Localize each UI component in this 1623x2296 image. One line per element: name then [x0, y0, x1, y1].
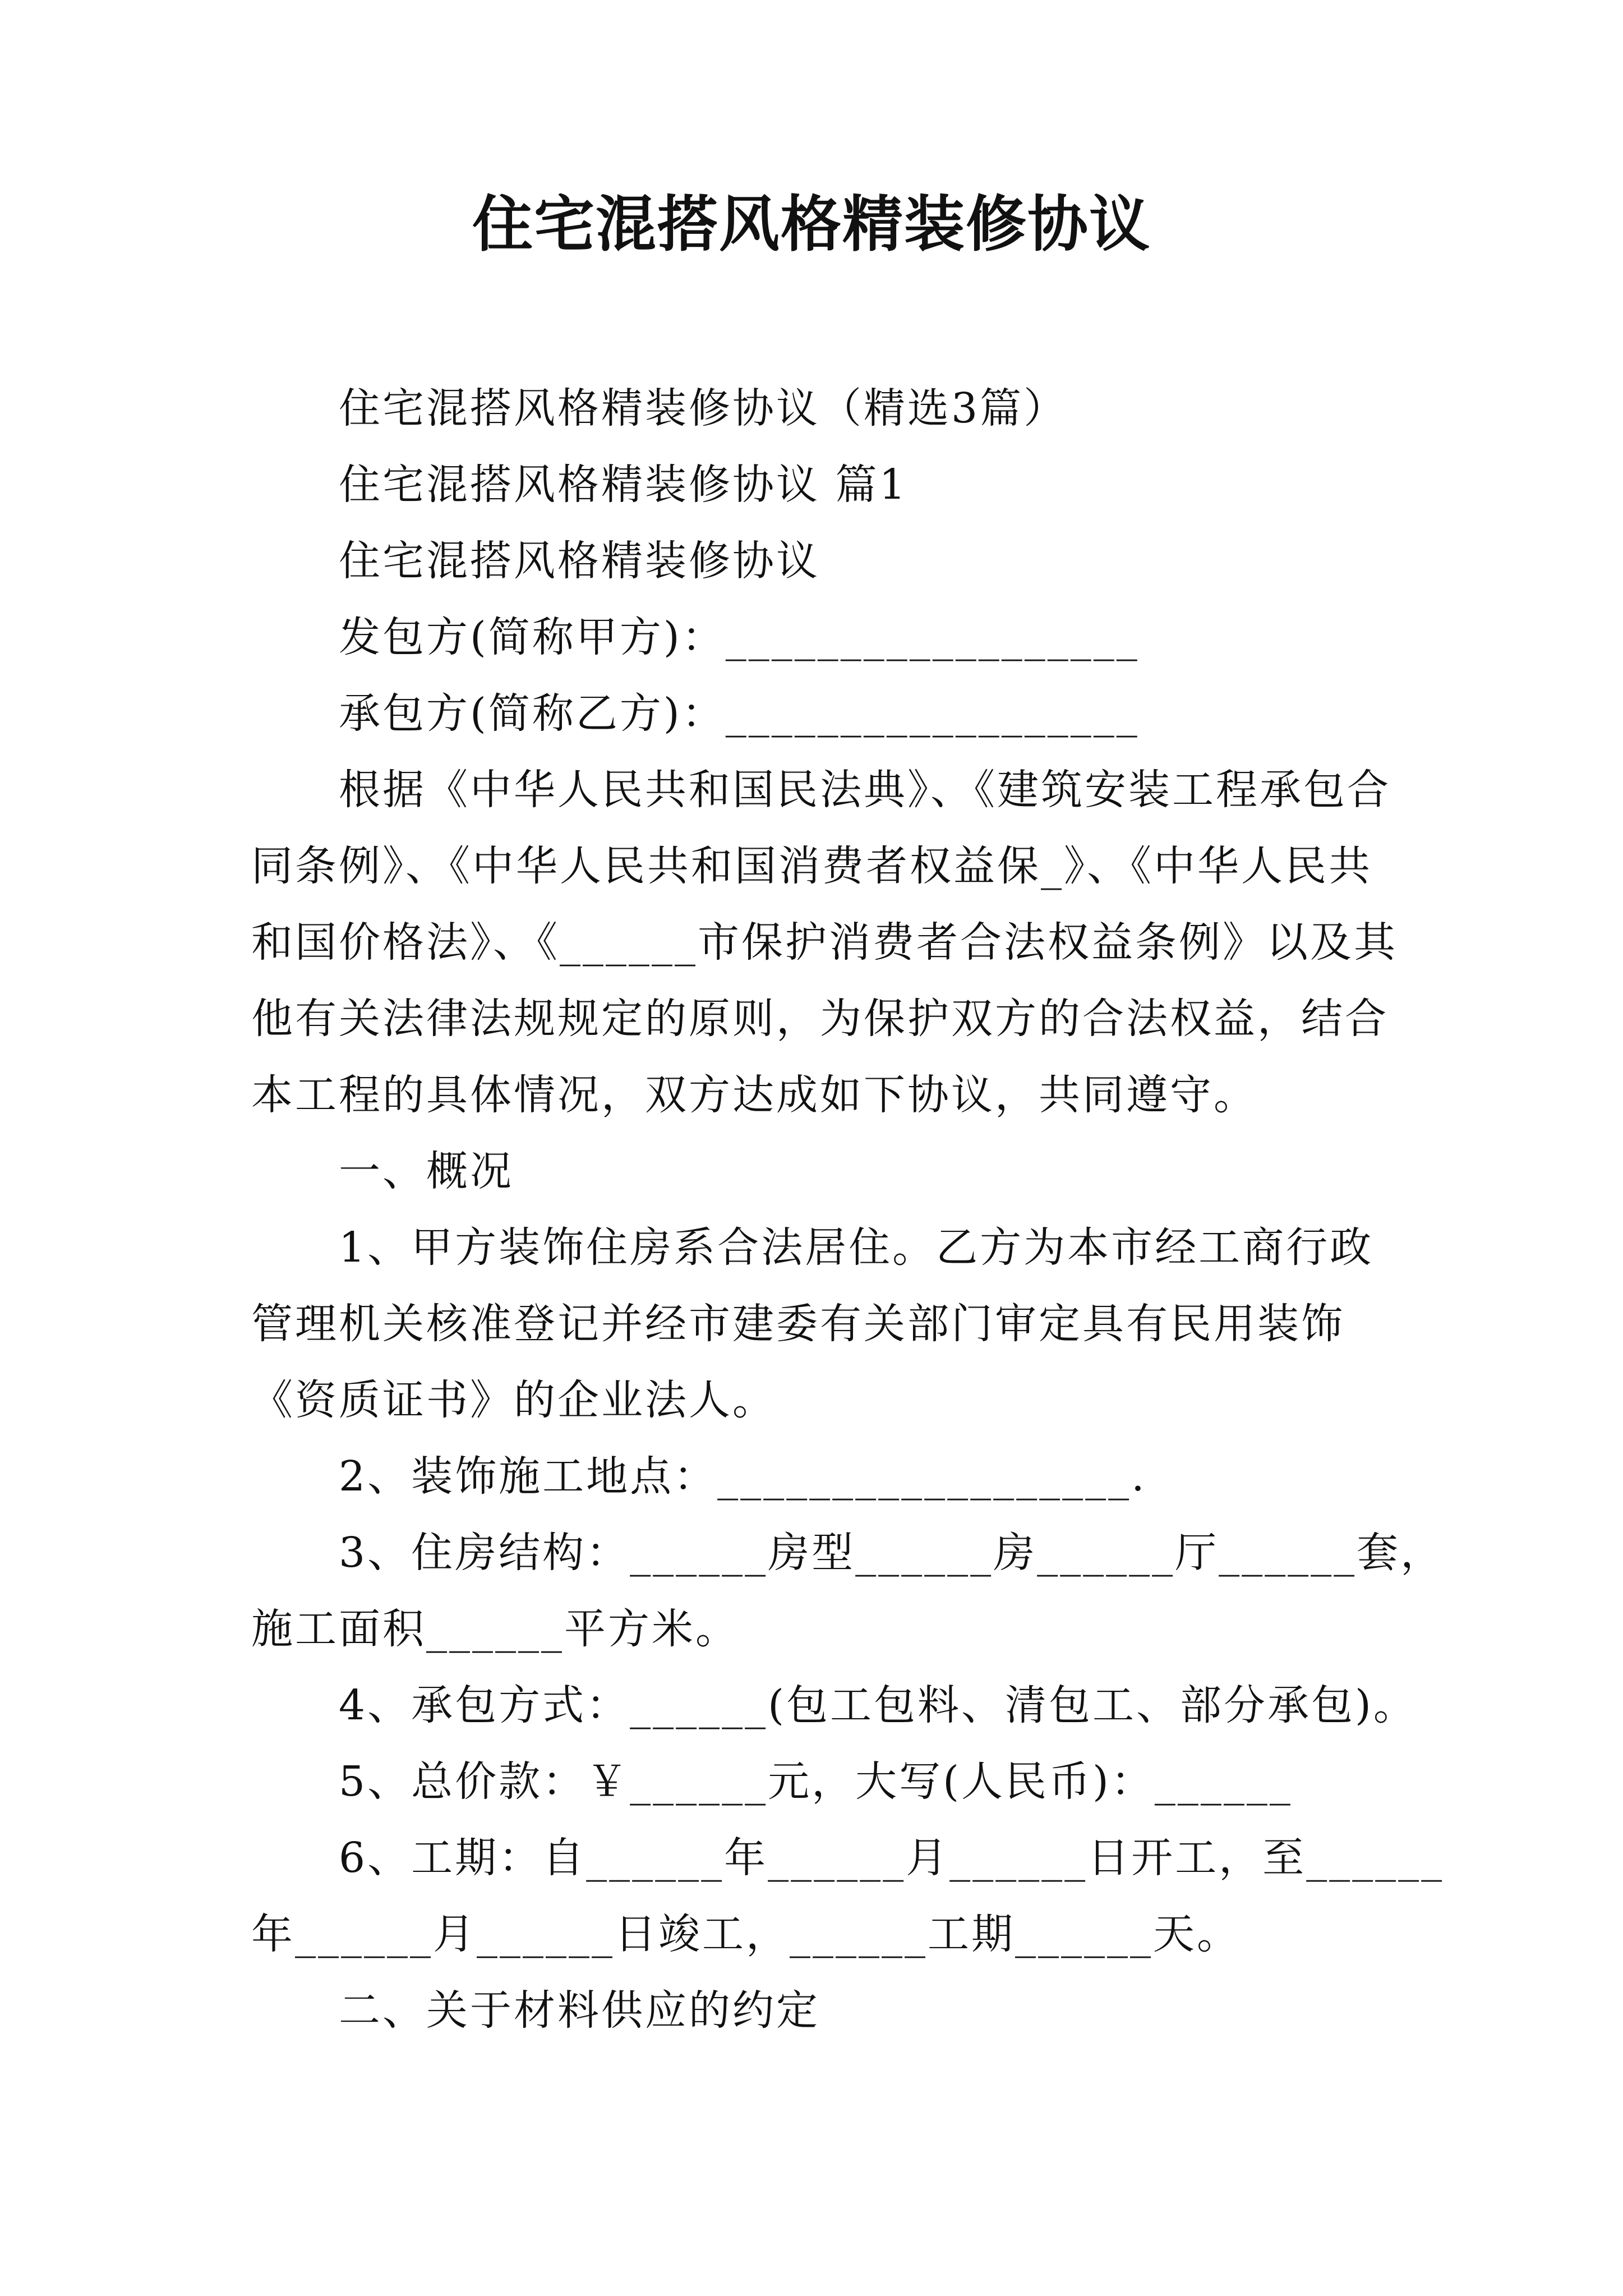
subtitle-selection: 住宅混搭风格精装修协议（精选3篇）: [339, 384, 1068, 432]
clause-1-line-3: 《资质证书》的企业法人。: [251, 1376, 776, 1424]
clause-3-line-1: 3、住房结构：______房型______房______厅______套，: [339, 1529, 1445, 1577]
preamble-line-2: 同条例》、《中华人民共和国消费者权益保_》、《中华人民共: [251, 842, 1372, 890]
preamble-line-1: 根据《中华人民共和国民法典》、《建筑安装工程承包合: [339, 766, 1391, 814]
document-body: [251, 370, 1445, 2049]
section-heading-materials: 二、关于材料供应的约定: [339, 1986, 820, 2035]
clause-4-contract-mode: 4、承包方式：______(包工包料、清包工、部分承包)。: [339, 1681, 1417, 1729]
section-heading-overview: 一、概况: [339, 1147, 514, 1195]
document-title: 住宅混搭风格精装修协议: [472, 189, 1151, 260]
clause-2-site: 2、装饰施工地点：__________________.: [339, 1452, 1147, 1501]
clause-1-line-1: 1、甲方装饰住房系合法居住。乙方为本市经工商行政: [339, 1223, 1374, 1272]
clause-3-line-2: 施工面积______平方米。: [251, 1605, 739, 1653]
clause-6-line-2: 年______月______日竣工，______工期______天。: [251, 1910, 1241, 1958]
party-b-line: 承包方(简称乙方)：__________________: [339, 689, 1140, 738]
agreement-name: 住宅混搭风格精装修协议: [339, 537, 820, 585]
clause-5-total-price: 5、总价款：￥______元，大写(人民币)：______: [339, 1757, 1293, 1806]
section-heading-part-1: 住宅混搭风格精装修协议 篇1: [339, 461, 908, 509]
preamble-line-5: 本工程的具体情况，双方达成如下协议，共同遵守。: [251, 1071, 1257, 1119]
preamble-line-3: 和国价格法》、《______市保护消费者合法权益条例》以及其: [251, 918, 1398, 967]
party-a-line: 发包方(简称甲方)：__________________: [339, 613, 1140, 661]
clause-1-line-2: 管理机关核准登记并经市建委有关部门审定具有民用装饰: [251, 1300, 1345, 1348]
clause-6-line-1: 6、工期：自______年______月______日开工，至______: [339, 1834, 1445, 1882]
preamble-line-4: 他有关法律法规规定的原则，为保护双方的合法权益，结合: [251, 995, 1389, 1043]
